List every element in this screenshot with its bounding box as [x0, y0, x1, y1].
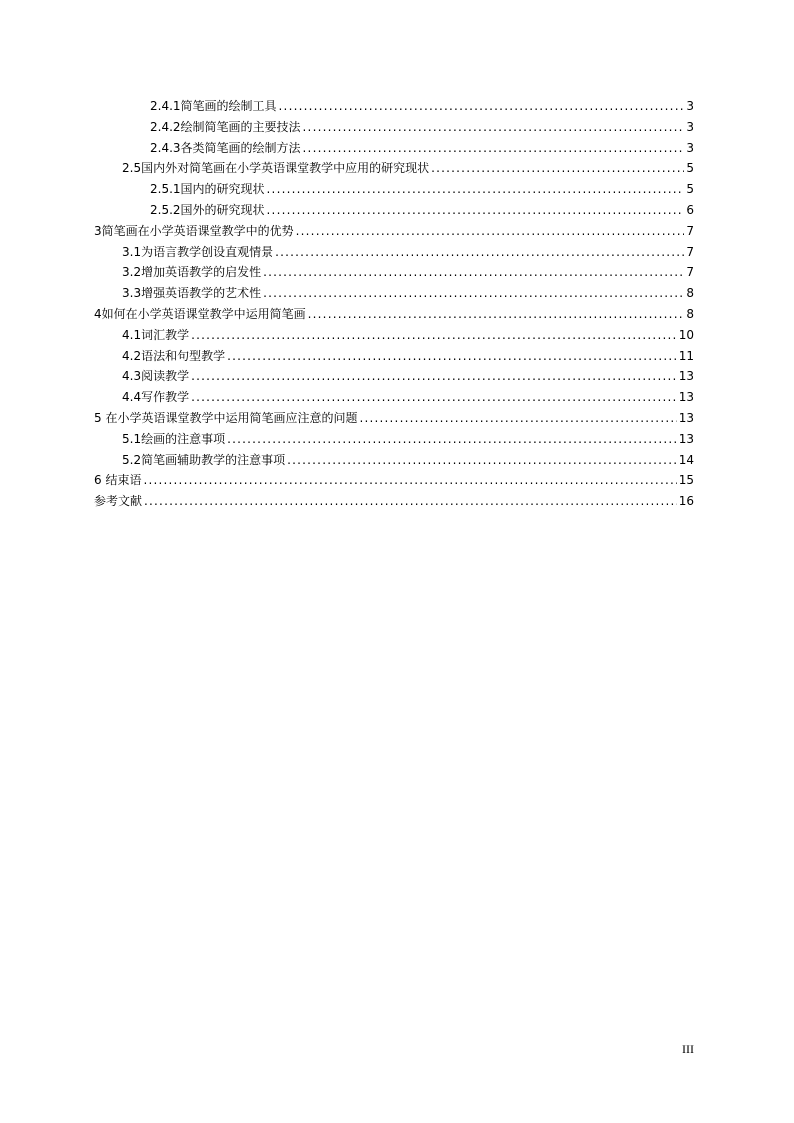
toc-entry[interactable] — [94, 387, 694, 408]
toc-leader-dots — [308, 304, 684, 325]
toc-entry[interactable] — [94, 325, 694, 346]
toc-entry-title: 3.2增加英语教学的启发性 — [122, 265, 262, 280]
toc-entry[interactable] — [94, 262, 694, 283]
toc-entry[interactable] — [94, 96, 694, 117]
toc-entry[interactable] — [94, 429, 694, 450]
toc-entry[interactable] — [94, 221, 694, 242]
toc-entry-title: 2.5.1国内的研究现状 — [150, 182, 265, 197]
toc-leader-dots — [287, 450, 677, 471]
toc-entry[interactable] — [94, 450, 694, 471]
toc-entry-title: 3.3增强英语教学的艺术性 — [122, 286, 262, 301]
toc-entry-title: 2.4.2绘制简笔画的主要技法 — [150, 119, 301, 134]
toc-entry-page: 3 — [686, 99, 694, 113]
toc-leader-dots — [275, 242, 684, 263]
toc-entry[interactable] — [94, 200, 694, 221]
toc-leader-dots — [263, 283, 684, 304]
toc-entry-page: 3 — [686, 119, 694, 134]
toc-entry[interactable] — [94, 408, 694, 429]
toc-entry-page: 14 — [678, 452, 694, 467]
toc-entry[interactable] — [94, 138, 694, 159]
toc-entry-page: 10 — [678, 327, 694, 342]
toc-entry-title: 3.1为语言教学创设直观情景 — [122, 244, 274, 259]
toc-entry-page: 13 — [678, 410, 694, 425]
toc-entry-page: 7 — [686, 223, 694, 238]
toc-entry-page: 15 — [678, 473, 694, 488]
toc-leader-dots — [303, 117, 684, 138]
toc-leader-dots — [267, 200, 684, 221]
toc-entry-page: 8 — [686, 306, 694, 321]
toc-leader-dots — [143, 470, 676, 491]
toc-leader-dots — [296, 221, 684, 242]
toc-leader-dots — [191, 366, 677, 387]
toc-entry-page: 7 — [686, 244, 694, 259]
toc-entry-title: 4.2语法和句型教学 — [122, 348, 226, 363]
toc-entry-page: 8 — [686, 286, 694, 301]
toc-entry-page: 11 — [678, 348, 694, 363]
toc-entry[interactable] — [94, 117, 694, 138]
toc-entry[interactable] — [94, 158, 694, 179]
toc-entry[interactable] — [94, 470, 694, 491]
toc-entry-title: 3简笔画在小学英语课堂教学中的优势 — [94, 223, 294, 238]
toc-leader-dots — [144, 491, 677, 512]
toc-entry-title: 参考文献 — [94, 494, 143, 509]
toc-leader-dots — [359, 408, 676, 429]
toc-entry-title: 2.4.1简笔画的绘制工具 — [150, 99, 277, 113]
toc-entry-page: 13 — [678, 431, 694, 446]
toc-leader-dots — [431, 158, 684, 179]
toc-entry-page: 6 — [686, 202, 694, 217]
table-of-contents — [94, 96, 694, 512]
toc-entry-title: 2.5.2国外的研究现状 — [150, 202, 265, 217]
toc-entry-page: 3 — [686, 140, 694, 155]
toc-leader-dots — [227, 429, 677, 450]
toc-entry[interactable] — [94, 491, 694, 512]
toc-entry-title: 5.1绘画的注意事项 — [122, 431, 226, 446]
toc-entry[interactable] — [94, 346, 694, 367]
toc-leader-dots — [191, 325, 677, 346]
toc-entry-page: 13 — [678, 369, 694, 384]
toc-leader-dots — [267, 179, 684, 200]
toc-entry-title: 4.3阅读教学 — [122, 369, 190, 384]
toc-entry-page: 5 — [686, 161, 694, 176]
toc-entry[interactable] — [94, 366, 694, 387]
toc-entry[interactable] — [94, 179, 694, 200]
toc-entry-page: 16 — [678, 494, 694, 509]
toc-entry-title: 4如何在小学英语课堂教学中运用简笔画 — [94, 306, 306, 321]
toc-entry-title: 5 在小学英语课堂教学中运用简笔画应注意的问题 — [94, 410, 358, 425]
toc-entry-page: 7 — [686, 265, 694, 280]
toc-entry[interactable] — [94, 242, 694, 263]
toc-entry-title: 4.4写作教学 — [122, 390, 190, 405]
toc-entry-title: 4.1词汇教学 — [122, 327, 190, 342]
toc-leader-dots — [303, 138, 684, 159]
toc-entry-title: 2.4.3各类简笔画的绘制方法 — [150, 140, 301, 155]
toc-entry[interactable] — [94, 283, 694, 304]
toc-leader-dots — [279, 96, 684, 117]
toc-leader-dots — [227, 346, 677, 367]
toc-entry-title: 6 结束语 — [94, 473, 142, 488]
toc-entry-title: 5.2简笔画辅助教学的注意事项 — [122, 452, 286, 467]
toc-entry[interactable] — [94, 304, 694, 325]
page-number: III — [682, 1042, 694, 1056]
toc-entry-title: 2.5国内外对简笔画在小学英语课堂教学中应用的研究现状 — [122, 161, 430, 176]
toc-entry-page: 13 — [678, 390, 694, 405]
toc-leader-dots — [263, 262, 684, 283]
toc-leader-dots — [191, 387, 677, 408]
toc-entry-page: 5 — [686, 182, 694, 197]
